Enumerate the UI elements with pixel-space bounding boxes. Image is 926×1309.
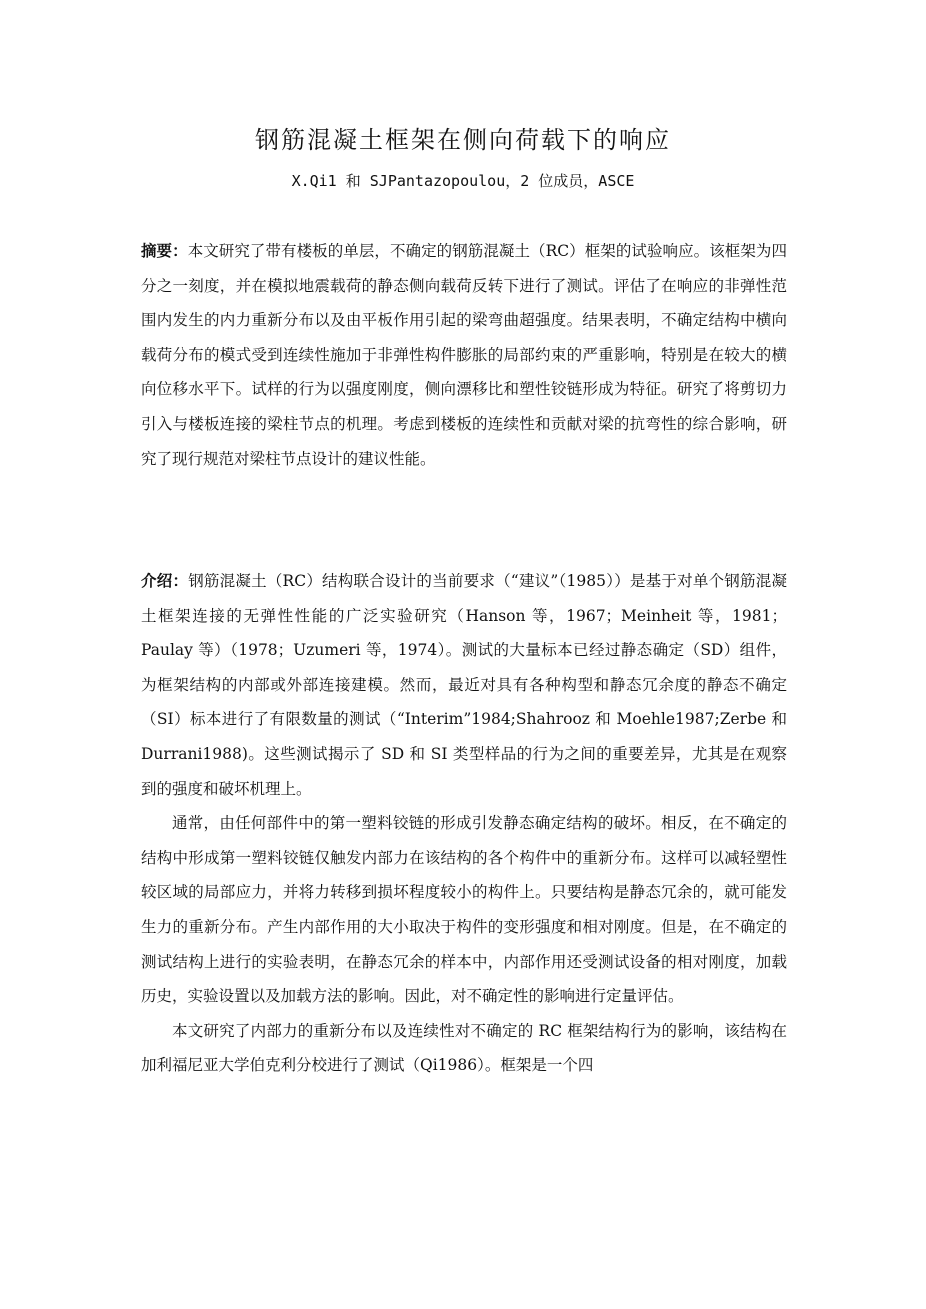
intro-paragraph-2: 通常，由任何部件中的第一塑料铰链的形成引发静态确定结构的破坏。相反，在不确定的结构中形成第一塑料铰链仅触发内部力在该结构的各个构件中的重新分布。这样可以减轻塑性较区域的局部应力，并将力转移到损坏程度较小的构件上。只要结构是静态冗余的，就可能发生力的重新分布。产生内部作用的大小取决于构件的变形强度和相对刚度。但是，在不确定的测试结构上进行的实验表明，在静态冗余的样本中，内部作用还受测试设备的相对刚度，加载历史，实验设置以及加载方法的影响。因此，对不确定性的影响进行定量评估。 bbox=[141, 814, 787, 1006]
paper-authors: X.Qi1 和 SJPantazopoulou，2 位成员，ASCE bbox=[291, 172, 635, 190]
introduction-section bbox=[141, 564, 787, 1083]
introduction-label: 介绍： bbox=[141, 572, 189, 590]
intro-text-1: 钢筋混凝土（RC）结构联合设计的当前要求（“建议”（1985））是基于对单个钢筋混凝土框架连接的无弹性性能的广泛实验研究（Hanson 等，1967；Meinheit 等，1981；Paulay 等）（1978；Uzumeri 等，1974）。测试的大量标本已经过静态确定（SD）组件，为框架结构的内部或外部连接建模。然而，最近对具有各种构型和静态冗余度的静态不确定（SI）标本进行了有限数量的测试（“Interim”1984;Shahrooz 和 Moehle1987;Zerbe 和 Durrani1988)。这些测试揭示了 SD 和 SI 类型样品的行为之间的重要差异，尤其是在观察到的强度和破坏机理上。 bbox=[141, 572, 787, 798]
intro-paragraph-3: 本文研究了内部力的重新分布以及连续性对不确定的 RC 框架结构行为的影响，该结构在加利福尼亚大学伯克利分校进行了测试（Qi1986）。框架是一个四 bbox=[141, 1021, 787, 1075]
intro-paragraph-1 bbox=[141, 564, 787, 806]
paper-title: 钢筋混凝土框架在侧向荷载下的响应 bbox=[255, 126, 671, 154]
abstract-section bbox=[141, 234, 787, 476]
abstract-label: 摘要： bbox=[141, 242, 188, 260]
abstract-text: 本文研究了带有楼板的单层，不确定的钢筋混凝土（RC）框架的试验响应。该框架为四分之一刻度，并在模拟地震载荷的静态侧向载荷反转下进行了测试。评估了在响应的非弹性范围内发生的内力重新分布以及由平板作用引起的梁弯曲超强度。结果表明，不确定结构中横向载荷分布的模式受到连续性施加于非弹性构件膨胀的局部约束的严重影响，特别是在较大的横向位移水平下。试样的行为以强度刚度，侧向漂移比和塑性铰链形成为特征。研究了将剪切力引入与楼板连接的梁柱节点的机理。考虑到楼板的连续性和贡献对梁的抗弯性的综合影响，研究了现行规范对梁柱节点设计的建议性能。 bbox=[141, 242, 787, 468]
abstract-paragraph bbox=[141, 234, 787, 476]
